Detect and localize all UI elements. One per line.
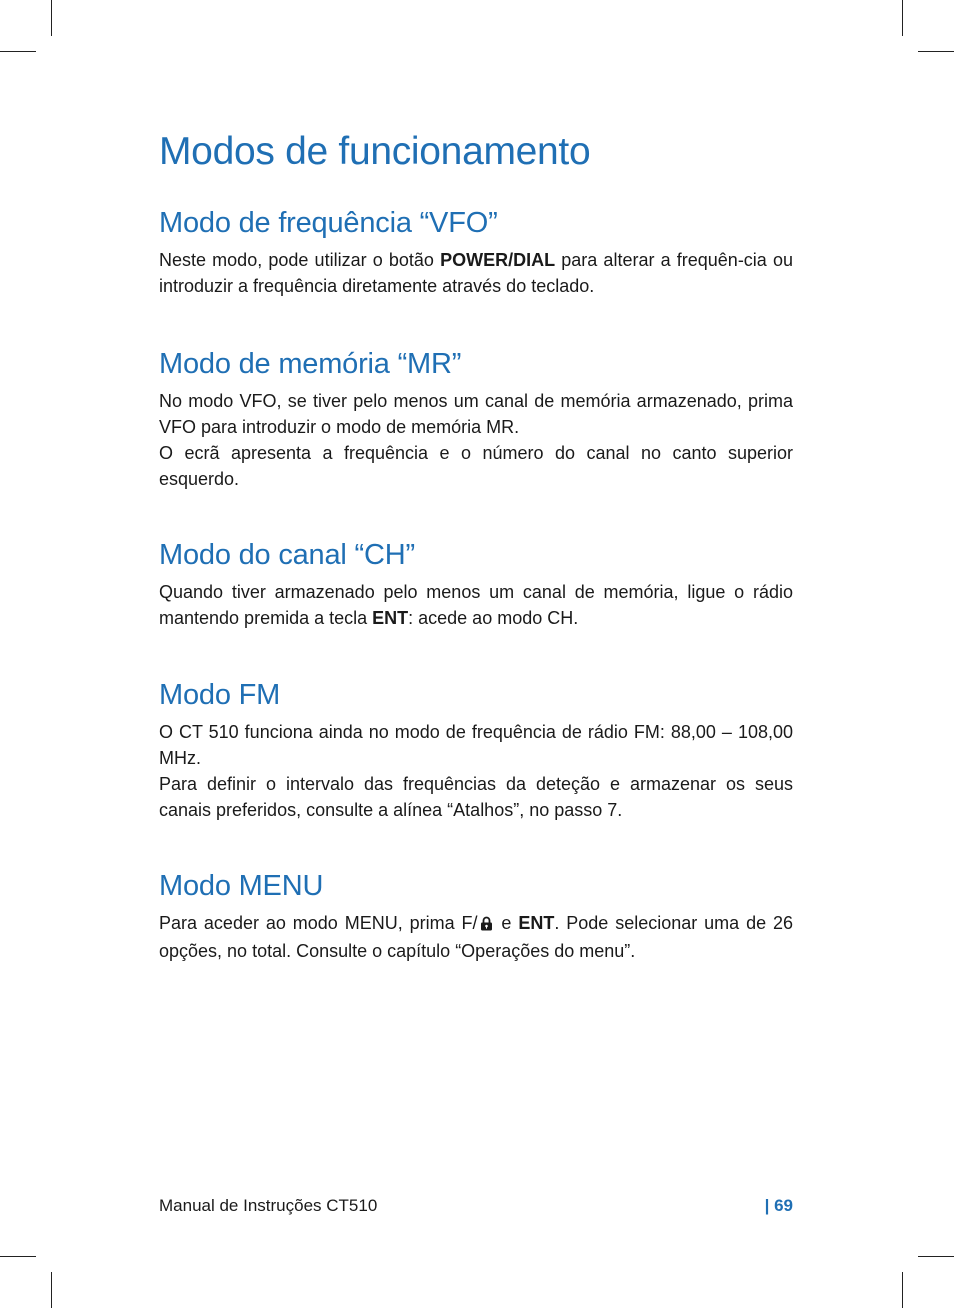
text-run: : acede ao modo CH. — [408, 608, 579, 628]
section-text-fm-2: Para definir o intervalo das frequências da deteção e armazenar os seus canais preferidos, consulte a alínea “Atalhos”, no passo 7. — [159, 774, 793, 820]
text-run: para alterar a frequên-cia ou introduzir a frequência diretamente através do teclado. — [159, 250, 793, 296]
section-heading-menu: Modo MENU — [159, 870, 324, 902]
section-fm — [159, 677, 793, 823]
page-number: | 69 — [764, 1196, 793, 1215]
crop-mark — [51, 0, 52, 36]
text-run: Para aceder ao modo MENU, prima F/ — [159, 913, 478, 933]
crop-mark — [918, 1256, 954, 1257]
section-heading-vfo: Modo de frequência “VFO” — [159, 207, 498, 239]
crop-mark — [902, 1272, 903, 1308]
section-text-vfo — [159, 247, 793, 299]
key-power-dial: POWER/DIAL — [440, 250, 556, 270]
page-footer — [159, 1196, 793, 1216]
section-text-mr-1: No modo VFO, se tiver pelo menos um canal de memória armazenado, prima VFO para introduzir o modo de memória MR. — [159, 391, 793, 437]
text-run: . Pode selecionar uma de 26 opções, no total. Consulte o capítulo “Operações do menu”. — [159, 913, 794, 961]
section-vfo — [159, 205, 793, 299]
lock-icon — [480, 912, 493, 938]
key-ent: ENT — [518, 913, 555, 933]
section-text-ch — [159, 579, 793, 631]
crop-mark — [918, 51, 954, 52]
section-text-mr-2: O ecrã apresenta a frequência e o número do canal no canto superior esquerdo. — [159, 443, 793, 489]
section-ch — [159, 537, 793, 631]
key-ent: ENT — [372, 608, 409, 628]
text-run: e — [494, 913, 519, 933]
section-text-fm-1: O CT 510 funciona ainda no modo de frequência de rádio FM: 88,00 – 108,00 MHz. — [159, 722, 793, 768]
text-run: Quando tiver armazenado pelo menos um canal de memória, ligue o rádio mantendo premida a tecla — [159, 582, 793, 628]
crop-mark — [902, 0, 903, 36]
section-text-menu — [159, 910, 793, 964]
section-menu — [159, 868, 793, 964]
text-run: Neste modo, pode utilizar o botão — [159, 250, 441, 270]
page-title: Modos de funcionamento — [159, 130, 591, 173]
crop-mark — [0, 51, 36, 52]
section-heading-mr: Modo de memória “MR” — [159, 348, 462, 380]
section-heading-fm: Modo FM — [159, 679, 281, 711]
footer-manual-title: Manual de Instruções CT510 — [159, 1196, 378, 1215]
crop-mark — [0, 1256, 36, 1257]
section-heading-ch: Modo do canal “CH” — [159, 539, 415, 571]
section-mr — [159, 346, 793, 492]
crop-mark — [51, 1272, 52, 1308]
